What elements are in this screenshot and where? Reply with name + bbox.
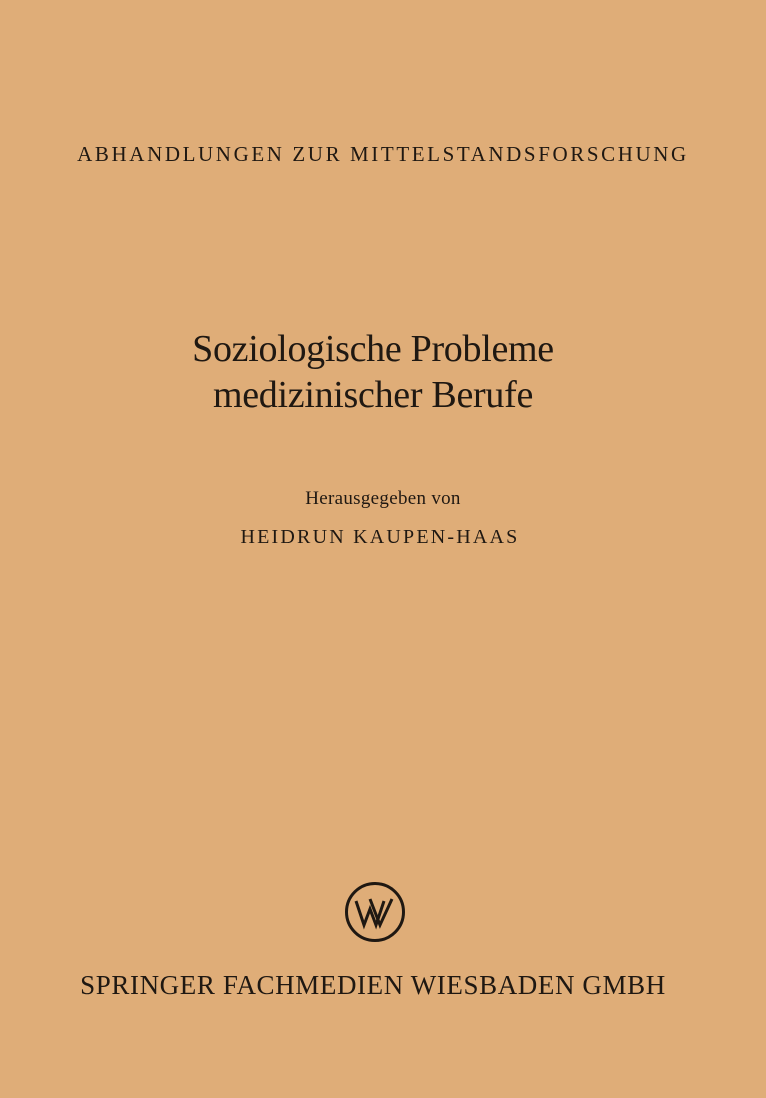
book-title-line-2: medizinischer Berufe <box>212 374 534 416</box>
edited-by-label: Herausgegeben von <box>305 488 461 509</box>
springer-wv-logo-icon <box>343 880 407 944</box>
book-title-line-1: Soziologische Probleme <box>192 328 554 370</box>
series-title: ABHANDLUNGEN ZUR MITTELSTANDSFORSCHUNG <box>77 142 689 166</box>
publisher-name: SPRINGER FACHMEDIEN WIESBADEN GMBH <box>80 970 666 1000</box>
editor-name: HEIDRUN KAUPEN-HAAS <box>240 526 520 548</box>
book-title <box>0 326 746 418</box>
